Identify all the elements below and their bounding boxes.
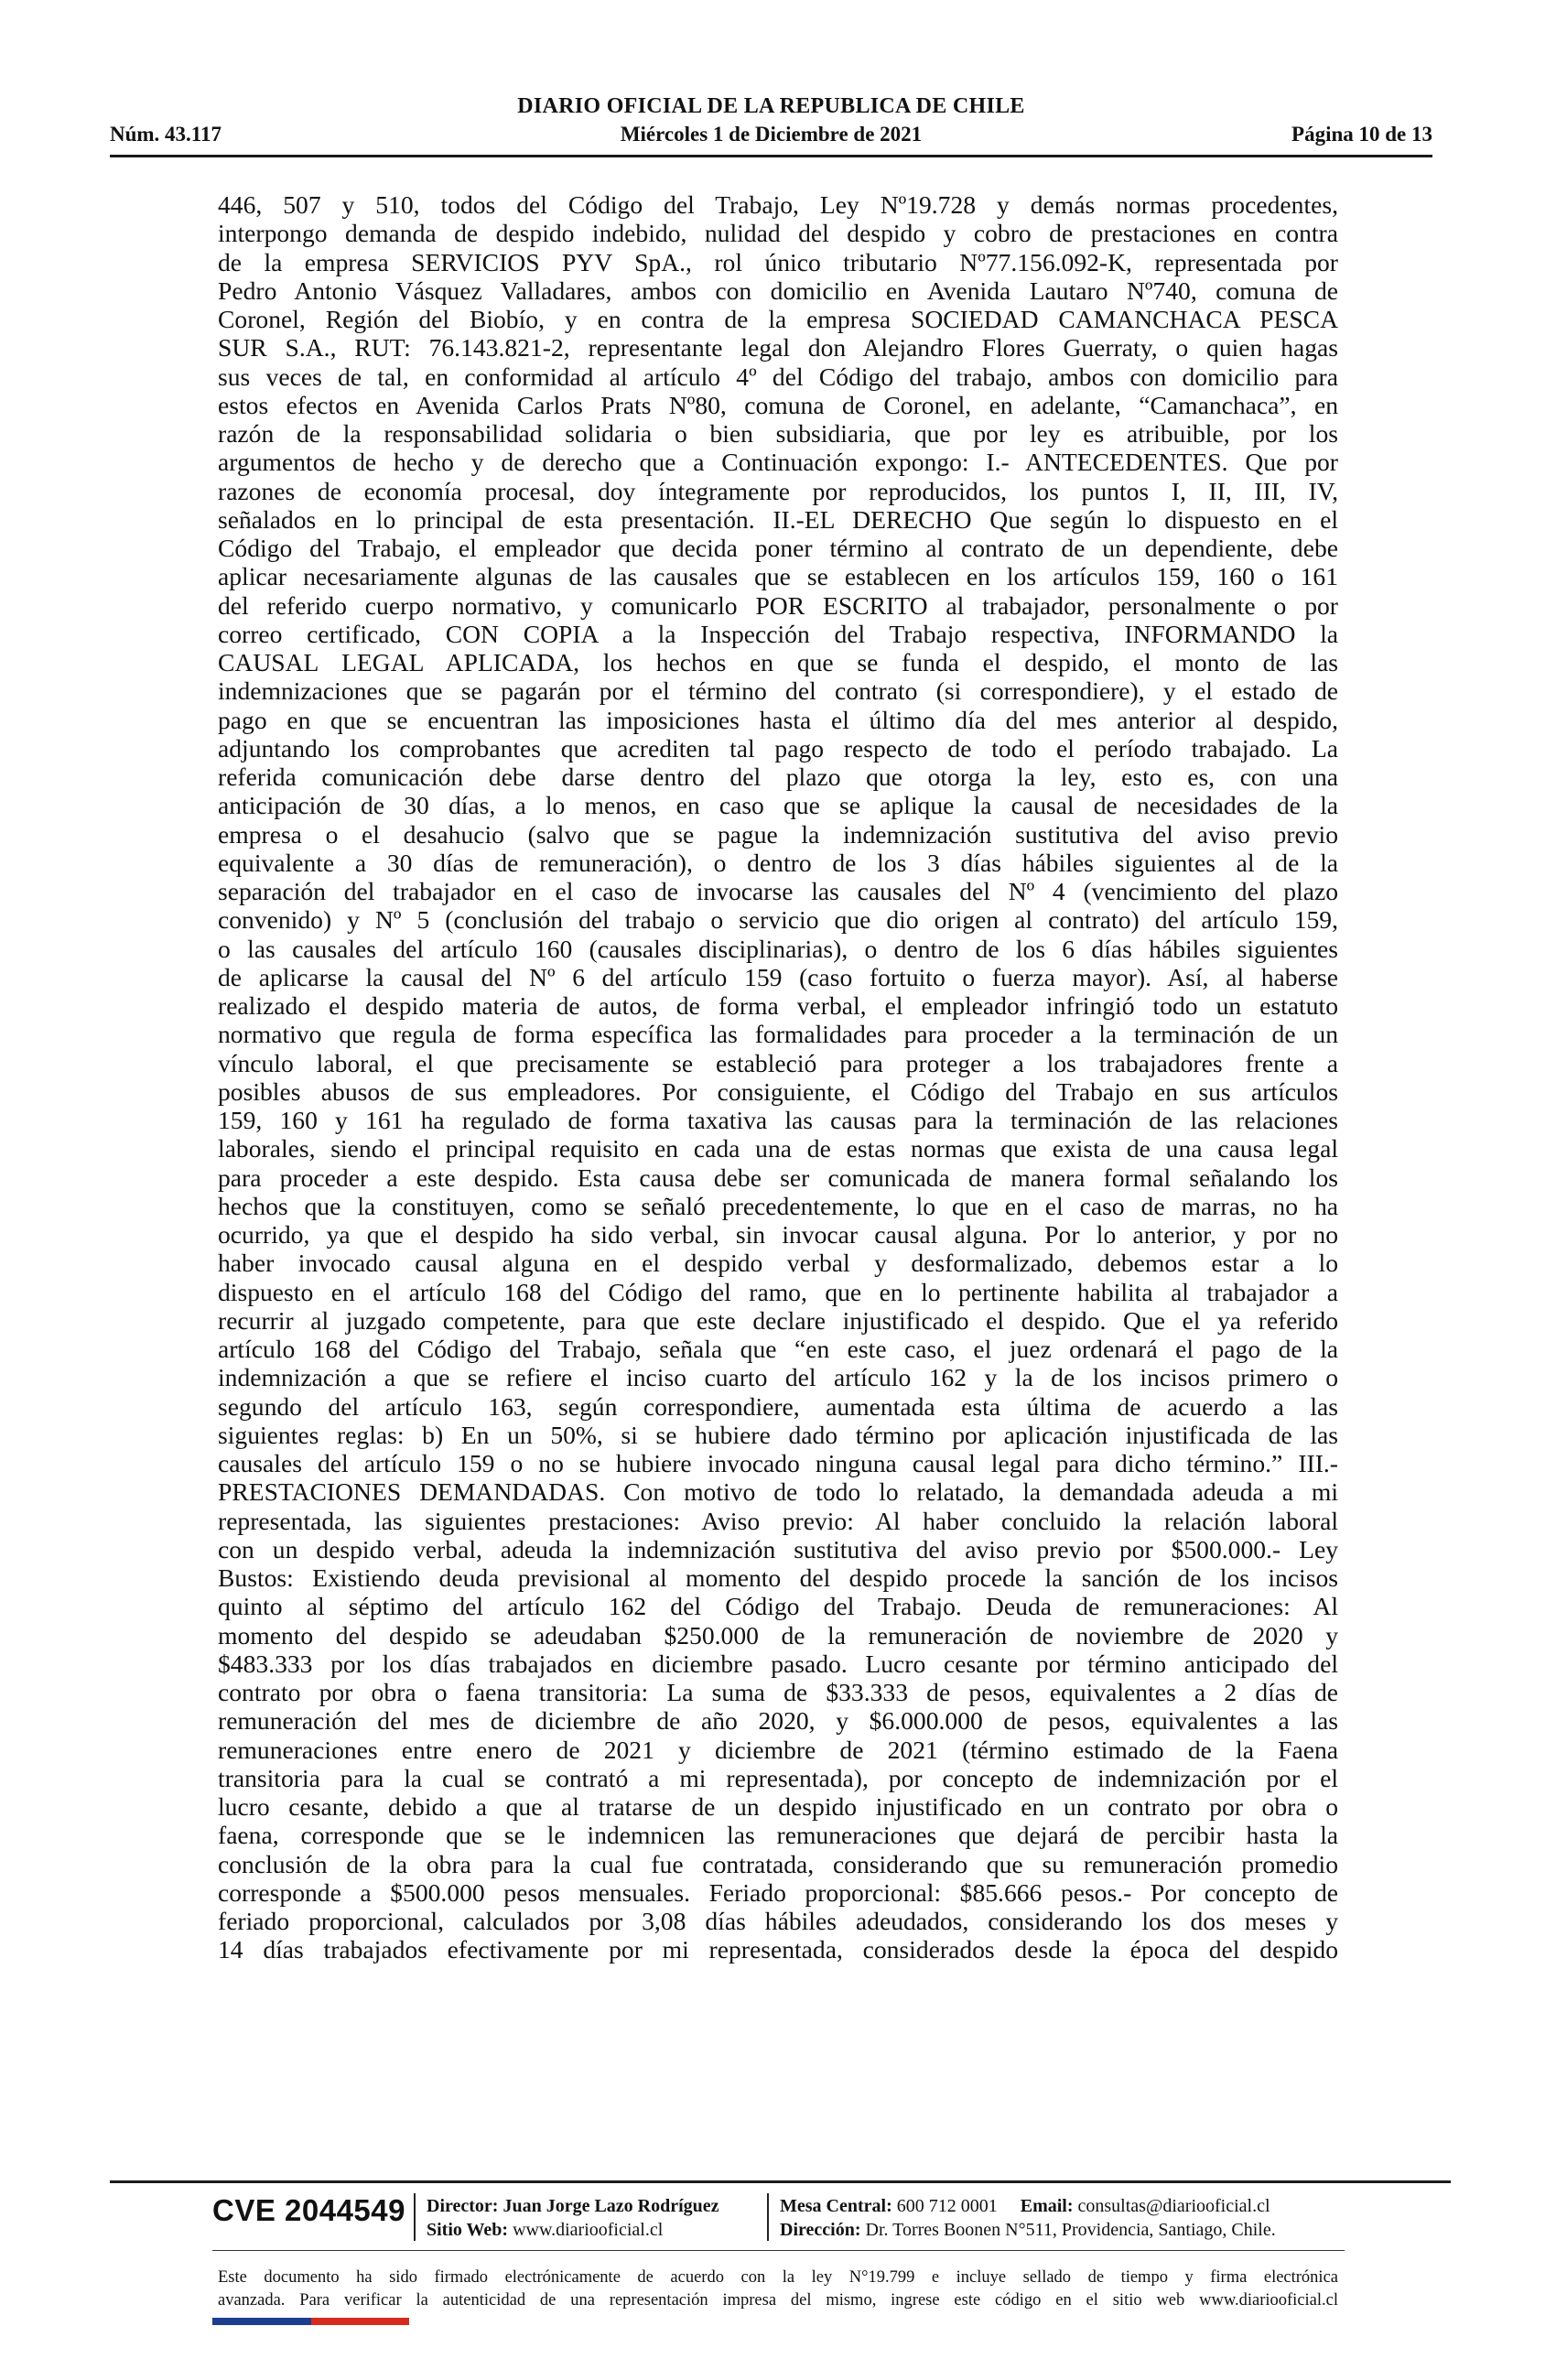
body-line: CAUSAL LEGAL APLICADA, los hechos en que se funda el despido, el monto de las [218, 648, 1338, 676]
article-body [218, 190, 1338, 1964]
body-line: correo certificado, CON COPIA a la Inspección del Trabajo respectiva, INFORMANDO la [218, 619, 1338, 648]
email-label: Email: [1020, 2196, 1074, 2216]
footer-contact-left [427, 2194, 719, 2242]
footer-separator [414, 2193, 416, 2241]
body-line: siguientes reglas: b) En un 50%, si se hubiere dado término por aplicación injustificada de las [218, 1420, 1338, 1449]
cve-code: CVE 2044549 [212, 2193, 405, 2227]
issue-date: Miércoles 1 de Diciembre de 2021 [620, 123, 923, 146]
body-line: interpongo demanda de despido indebido, nulidad del despido y cobro de prestaciones en contra [218, 219, 1338, 248]
body-line: conclusión de la obra para la cual fue contratada, considerando que su remuneración promedio [218, 1849, 1338, 1878]
body-line: remuneraciones entre enero de 2021 y diciembre de 2021 (término estimado de la Faena [218, 1735, 1338, 1764]
body-line: quinto al séptimo del artículo 162 del Código del Trabajo. Deuda de remuneraciones: Al [218, 1592, 1338, 1621]
body-line: posibles abusos de sus empleadores. Por consiguiente, el Código del Trabajo en sus artículos [218, 1076, 1338, 1106]
website-label: Sitio Web: [427, 2220, 509, 2240]
body-line: faena, corresponde que se le indemnicen las remuneraciones que dejará de percibir hasta la [218, 1821, 1338, 1850]
body-line: pago en que se encuentran las imposiciones hasta el último día del mes anterior al despido, [218, 705, 1338, 734]
footer-divider [110, 2180, 1451, 2183]
body-line: convenido) y Nº 5 (conclusión del trabajo o servicio que dio origen al contrato) del artículo 159, [218, 905, 1338, 935]
body-line: $483.333 por los días trabajados en diciembre pasado. Lucro cesante por término anticipado del [218, 1649, 1338, 1678]
body-line: PRESTACIONES DEMANDADAS. Con motivo de todo lo relatado, la demandada adeuda a mi [218, 1477, 1338, 1507]
body-line: o las causales del artículo 160 (causales disciplinarias), o dentro de los 6 días hábiles siguientes [218, 934, 1338, 963]
body-line: Coronel, Región del Biobío, y en contra de la empresa SOCIEDAD CAMANCHACA PESCA [218, 305, 1338, 333]
body-line: representada, las siguientes prestaciones: Aviso previo: Al haber concluido la relación laboral [218, 1506, 1338, 1535]
body-line: haber invocado causal alguna en el despido verbal y desformalizado, debemos estar a lo [218, 1249, 1338, 1278]
body-line: laborales, siendo el principal requisito en cada una de estas normas que exista de una causa legal [218, 1134, 1338, 1163]
body-line: corresponde a $500.000 pesos mensuales. Feriado proporcional: $85.666 pesos.- Por concepto de [218, 1877, 1338, 1907]
flag-color-bar [212, 2318, 409, 2325]
body-line: argumentos de hecho y de derecho que a Continuación expongo: I.- ANTECEDENTES. Que por [218, 448, 1338, 477]
website-link[interactable]: www.diariooficial.cl [513, 2220, 664, 2240]
body-line: remuneración del mes de diciembre de año 2020, y $6.000.000 de pesos, equivalentes a las [218, 1706, 1338, 1736]
body-line: aplicar necesariamente algunas de las causales que se establecen en los artículos 159, 160 o 161 [218, 562, 1338, 591]
body-line: del referido cuerpo normativo, y comunicarlo POR ESCRITO al trabajador, personalmente o por [218, 590, 1338, 620]
email-link[interactable]: consultas@diariooficial.cl [1077, 2196, 1270, 2216]
director-label: Director: [427, 2196, 499, 2216]
body-line: Pedro Antonio Vásquez Valladares, ambos con domicilio en Avenida Lautaro Nº740, comuna de [218, 276, 1338, 305]
page-header [110, 94, 1432, 149]
body-line: Código del Trabajo, el empleador que decida poner término al contrato de un dependiente, debe [218, 534, 1338, 562]
body-line: sus veces de tal, en conformidad al artículo 4º del Código del trabajo, ambos con domicilio para [218, 362, 1338, 391]
body-line: razón de la responsabilidad solidaria o bien subsidiaria, que por ley es atribuible, por los [218, 419, 1338, 448]
body-line: vínculo laboral, el que precisamente se estableció para proteger a los trabajadores frente a [218, 1048, 1338, 1077]
footer-separator [767, 2193, 769, 2241]
body-line: de aplicarse la causal del Nº 6 del artículo 159 (caso fortuito o fuerza mayor). Así, al haberse [218, 962, 1338, 991]
body-line: realizado el despido materia de autos, de forma verbal, el empleador infringió todo un estatuto [218, 991, 1338, 1020]
body-line: adjuntando los comprobantes que acrediten tal pago respecto de todo el período trabajado. La [218, 733, 1338, 763]
body-line: hechos que la constituyen, como se señaló precedentemente, lo que en el caso de marras, no ha [218, 1191, 1338, 1220]
page-indicator: Página 10 de 13 [1291, 123, 1432, 146]
body-line: contrato por obra o faena transitoria: La suma de $33.333 de pesos, equivalentes a 2 días de [218, 1678, 1338, 1706]
gazette-title: DIARIO OFICIAL DE LA REPUBLICA DE CHILE [517, 94, 1025, 118]
body-line: 159, 160 y 161 ha regulado de forma taxativa las causas para la terminación de las relaciones [218, 1106, 1338, 1134]
body-line: momento del despido se adeudaban $250.000 de la remuneración de noviembre de 2020 y [218, 1620, 1338, 1650]
body-line: razones de economía procesal, doy íntegramente por reproducidos, los puntos I, II, III, IV, [218, 476, 1338, 505]
body-line: feriado proporcional, calculados por 3,08 días hábiles adeudados, considerando los dos meses y [218, 1907, 1338, 1935]
body-line: causales del artículo 159 o no se hubiere invocado ninguna causal legal para dicho término.” III.- [218, 1449, 1338, 1477]
phone-label: Mesa Central: [780, 2196, 892, 2216]
body-line: referida comunicación debe darse dentro del plazo que otorga la ley, esto es, con una [218, 763, 1338, 791]
body-line: de la empresa SERVICIOS PYV SpA., rol único tributario Nº77.156.092-K, representada por [218, 247, 1338, 276]
body-line: indemnizaciones que se pagarán por el término del contrato (si correspondiere), y el estado de [218, 676, 1338, 706]
director-name: Juan Jorge Lazo Rodríguez [502, 2196, 719, 2216]
body-line: dispuesto en el artículo 168 del Código del ramo, que en lo pertinente habilita al trabajador a [218, 1277, 1338, 1306]
body-line: SUR S.A., RUT: 76.143.821-2, representante legal don Alejandro Flores Guerraty, o quien hagas [218, 333, 1338, 362]
body-line: anticipación de 30 días, a lo menos, en caso que se aplique la causal de necesidades de la [218, 791, 1338, 820]
legal-line: Este documento ha sido firmado electrónicamente de acuerdo con la ley N°19.799 e incluye sellado de tiempo y firma electrónica [218, 2268, 1338, 2287]
footer-contact-right [780, 2194, 1276, 2242]
issue-number: Núm. 43.117 [110, 123, 222, 146]
body-line: segundo del artículo 163, según correspondiere, aumentada esta última de acuerdo a las [218, 1391, 1338, 1421]
flag-blue-segment [212, 2318, 311, 2325]
body-line: normativo que regula de forma específica las formalidades para proceder a la terminación de un [218, 1020, 1338, 1049]
body-line: para proceder a este despido. Esta causa debe ser comunicada de manera formal señalando los [218, 1163, 1338, 1192]
body-line: 14 días trabajados efectivamente por mi representada, considerados desde la época del despido [218, 1935, 1338, 1964]
body-line: Bustos: Existiendo deuda previsional al momento del despido procede la sanción de los incisos [218, 1563, 1338, 1592]
address-value: Dr. Torres Boonen N°511, Providencia, Santiago, Chile. [865, 2220, 1276, 2240]
body-line: con un despido verbal, adeuda la indemnización sustitutiva del aviso previo por $500.000.- Ley [218, 1534, 1338, 1563]
footer-thin-divider [212, 2250, 1345, 2251]
flag-red-segment [311, 2318, 409, 2325]
body-line: recurrir al juzgado competente, para que este declare injustificado el despido. Que el ya referido [218, 1305, 1338, 1335]
body-line: 446, 507 y 510, todos del Código del Trabajo, Ley Nº19.728 y demás normas procedentes, [218, 190, 1338, 219]
body-line: ocurrido, ya que el despido ha sido verbal, sin invocar causal alguna. Por lo anterior, y por no [218, 1220, 1338, 1249]
address-label: Dirección: [780, 2220, 861, 2240]
body-line: separación del trabajador en el caso de invocarse las causales del Nº 4 (vencimiento del plazo [218, 877, 1338, 905]
body-line: transitoria para la cual se contrató a mi representada), por concepto de indemnización por el [218, 1763, 1338, 1792]
body-line: indemnización a que se refiere el inciso cuarto del artículo 162 y la de los incisos primero o [218, 1363, 1338, 1392]
legal-notice [218, 2266, 1338, 2312]
body-line: artículo 168 del Código del Trabajo, señala que “en este caso, el juez ordenará el pago de la [218, 1335, 1338, 1363]
header-divider [110, 155, 1432, 157]
body-line: equivalente a 30 días de remuneración), o dentro de los 3 días hábiles siguientes al de la [218, 848, 1338, 877]
body-line: estos efectos en Avenida Carlos Prats Nº80, comuna de Coronel, en adelante, “Camanchaca”, en [218, 390, 1338, 419]
phone-number: 600 712 0001 [896, 2196, 998, 2216]
body-line: empresa o el desahucio (salvo que se pague la indemnización sustitutiva del aviso previo [218, 819, 1338, 849]
legal-line: avanzada. Para verificar la autenticidad de una representación impresa del mismo, ingrese este código en el sitio web www.diariooficial.cl [218, 2291, 1338, 2310]
body-line: señalados en lo principal de esta presentación. II.-EL DERECHO Que según lo dispuesto en el [218, 504, 1338, 534]
body-line: lucro cesante, debido a que al tratarse de un despido injustificado en un contrato por obra o [218, 1792, 1338, 1821]
